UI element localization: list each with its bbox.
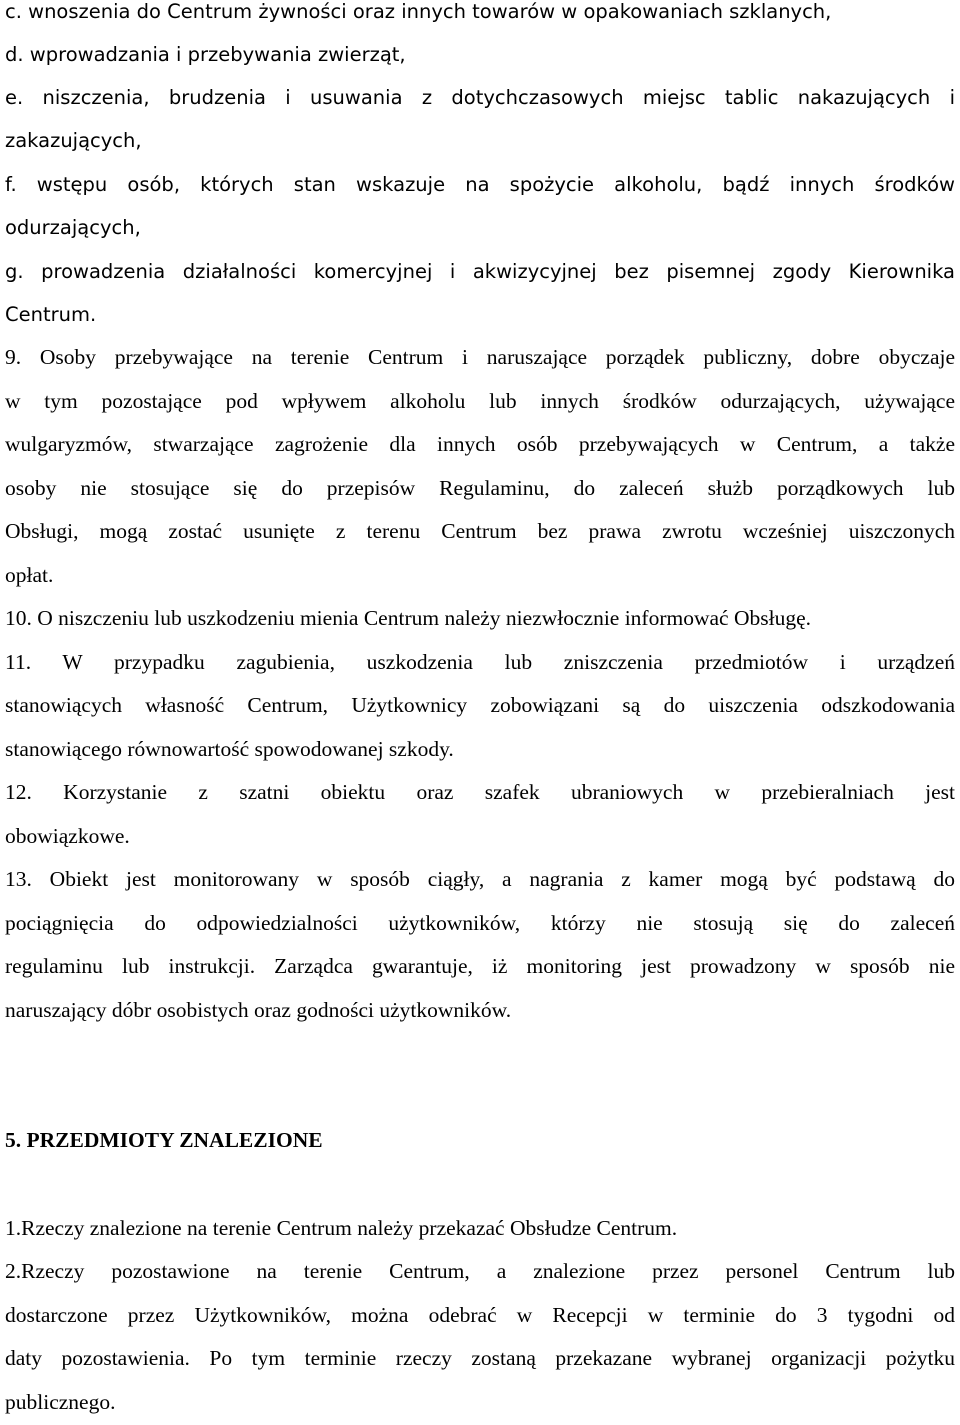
- section-5-item-1: 1.Rzeczy znalezione na terenie Centrum należy przekazać Obsłudze Centrum.: [5, 1216, 678, 1240]
- rule-11-line-1: 11. W przypadku zagubienia, uszkodzenia lub zniszczenia przedmiotów i urządzeń: [5, 650, 955, 674]
- section-5-item-2-line-4: publicznego.: [5, 1390, 116, 1414]
- rule-12-line-1: 12. Korzystanie z szatni obiektu oraz szafek ubraniowych w przebieralniach jest: [5, 780, 955, 804]
- rule-9-line-2: w tym pozostające pod wpływem alkoholu lub innych środków odurzających, używające: [5, 389, 955, 413]
- section-5-item-2-line-3: daty pozostawienia. Po tym terminie rzeczy zostaną przekazane wybranej organizacji pożytku: [5, 1346, 955, 1370]
- rule-13-line-3: regulaminu lub instrukcji. Zarządca gwarantuje, iż monitoring jest prowadzony w sposób nie: [5, 954, 955, 978]
- section-5-item-2-line-2: dostarczone przez Użytkowników, można odebrać w Recepcji w terminie do 3 tygodni od: [5, 1303, 955, 1327]
- rule-9-line-5: Obsługi, mogą zostać usunięte z terenu Centrum bez prawa zwrotu wcześniej uiszczonych: [5, 519, 955, 543]
- rule-9-line-3: wulgaryzmów, stwarzające zagrożenie dla innych osób przebywających w Centrum, a także: [5, 432, 955, 456]
- rule-12-line-2: obowiązkowe.: [5, 824, 130, 848]
- rule-11-line-3: stanowiącego równowartość spowodowanej szkody.: [5, 737, 454, 761]
- list-item-d: d. wprowadzania i przebywania zwierząt,: [5, 43, 406, 66]
- section-5-heading: 5. PRZEDMIOTY ZNALEZIONE: [5, 1128, 323, 1152]
- list-item-g-line-1: g. prowadzenia działalności komercyjnej i akwizycyjnej bez pisemnej zgody Kierownika: [5, 260, 955, 283]
- rule-9-line-4: osoby nie stosujące się do przepisów Regulaminu, do zaleceń służb porządkowych lub: [5, 476, 955, 500]
- list-item-f-line-2: odurzających,: [5, 216, 141, 239]
- rule-13-line-4: naruszający dóbr osobistych oraz godności użytkowników.: [5, 998, 512, 1022]
- list-item-e-line-2: zakazujących,: [5, 129, 142, 152]
- list-item-f-line-1: f. wstępu osób, których stan wskazuje na spożycie alkoholu, bądź innych środków: [5, 173, 955, 196]
- list-item-c: c. wnoszenia do Centrum żywności oraz innych towarów w opakowaniach szklanych,: [5, 0, 832, 23]
- section-5-item-2-line-1: 2.Rzeczy pozostawione na terenie Centrum, a znalezione przez personel Centrum lub: [5, 1259, 955, 1283]
- rule-9-line-1: 9. Osoby przebywające na terenie Centrum i naruszające porządek publiczny, dobre obyczaje: [5, 345, 955, 369]
- rule-9-line-6: opłat.: [5, 563, 54, 587]
- list-item-e-line-1: e. niszczenia, brudzenia i usuwania z dotychczasowych miejsc tablic nakazujących i: [5, 86, 955, 109]
- rule-10: 10. O niszczeniu lub uszkodzeniu mienia Centrum należy niezwłocznie informować Obsługę.: [5, 606, 811, 630]
- list-item-g-line-2: Centrum.: [5, 303, 97, 326]
- rule-13-line-1: 13. Obiekt jest monitorowany w sposób ciągły, a nagrania z kamer mogą być podstawą do: [5, 867, 955, 891]
- rule-11-line-2: stanowiących własność Centrum, Użytkownicy zobowiązani są do uiszczenia odszkodowania: [5, 693, 955, 717]
- rule-13-line-2: pociągnięcia do odpowiedzialności użytkowników, którzy nie stosują się do zaleceń: [5, 911, 955, 935]
